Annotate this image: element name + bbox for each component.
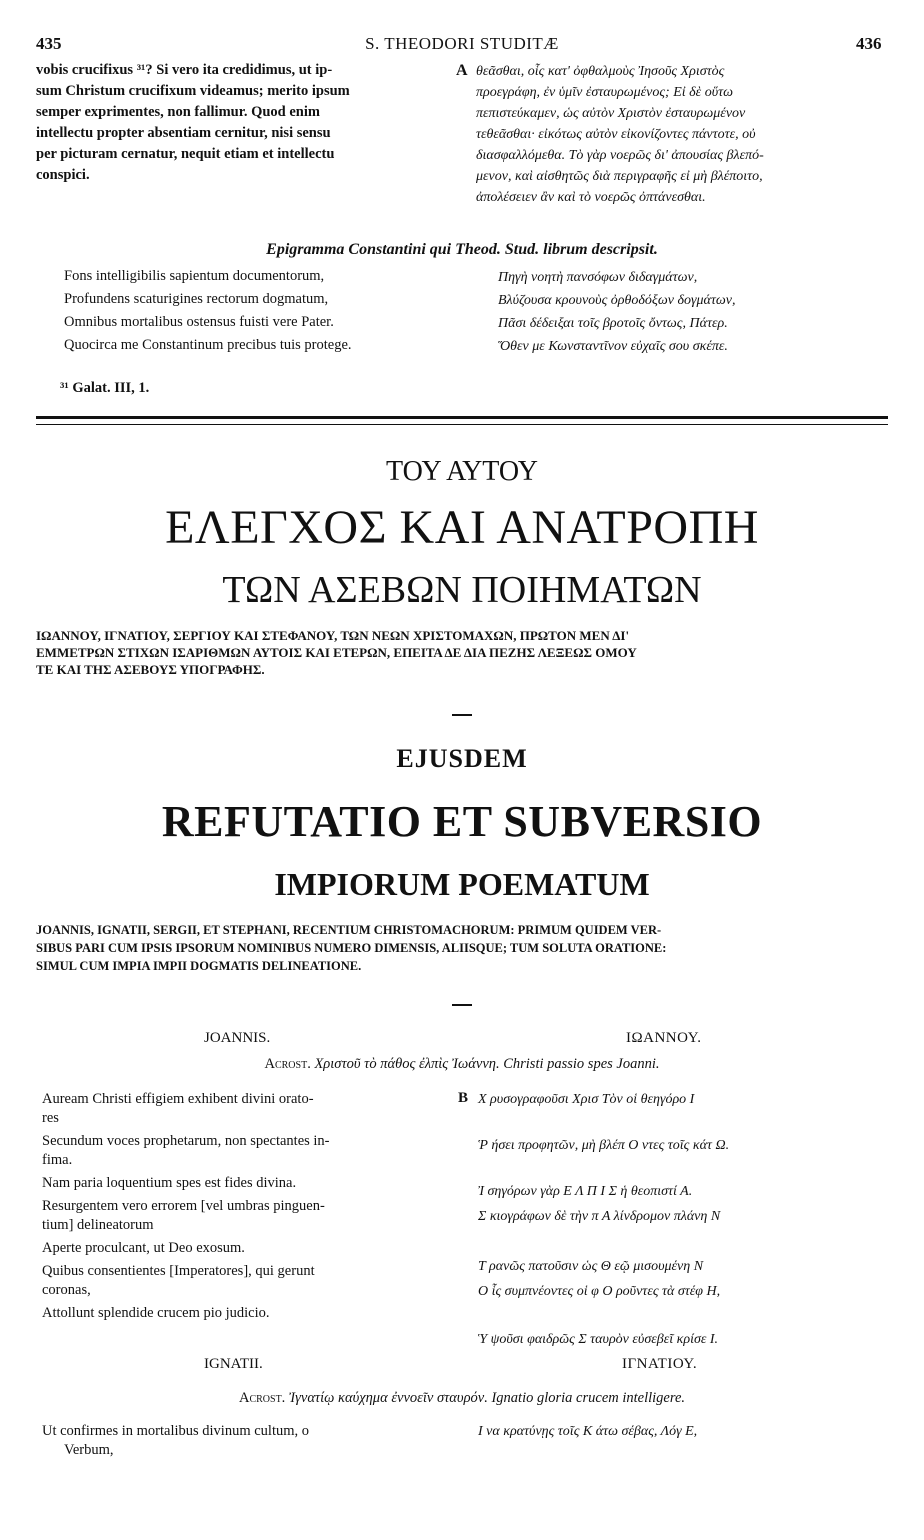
greek-subtitle bbox=[36, 627, 896, 678]
joannis-greek-line: Τ ρανῶς πατοῦσιν ὡς Θ εῷ μισουμένη Ν bbox=[478, 1259, 704, 1274]
footnote: ³¹ Galat. III, 1. bbox=[60, 380, 150, 396]
epigram-latin bbox=[64, 265, 464, 357]
acrostic-label: Acrost. bbox=[264, 1056, 311, 1072]
joannis-greek-line: Ἰ σηγόρων γὰρ Ε Λ Π Ι Σ ἡ θεοπιστί Α. bbox=[478, 1184, 693, 1199]
greek-line: τεθεᾶσθαι· εἰκότως αὐτὸν εἰκονίζοντες πάντοτε, οὐ bbox=[476, 127, 756, 142]
latin-title-line3: IMPIORUM POEMATUM bbox=[274, 866, 650, 902]
acrostic-greek: Ἰγνατίῳ καύχημα ἐννοεῖν σταυρόν. bbox=[288, 1390, 488, 1406]
joannis-heading-greek: ΙΩΑΝΝΟΥ. bbox=[626, 1030, 702, 1046]
latin-subtitle-line: SIBUS PARI CUM IPSIS IPSORUM NOMINIBUS NUMERO DIMENSIS, ALIISQUE; TUM SOLUTA ORATIONE: bbox=[36, 941, 667, 955]
latin-line: intellectu propter absentiam cernitur, nisi sensu bbox=[36, 125, 331, 141]
greek-subtitle-line: ΕΜΜΕΤΡΩΝ ΣΤΙΧΩΝ ΙΣΑΡΙΘΜΩΝ ΑΥΤΟΙΣ ΚΑΙ ΕΤΕΡΩΝ, ΕΠΕΙΤΑ ΔΕ ΔΙΑ ΠΕΖΗΣ ΛΕΞΕΩΣ ΟΜΟΥ bbox=[36, 645, 637, 660]
epigram-greek bbox=[498, 266, 898, 358]
epigram-greek-line: Ὅθεν με Κωνσταντῖνον εὐχαῖς σου σκέπε. bbox=[498, 339, 728, 354]
latin-subtitle-line: SIMUL CUM IMPIA IMPII DOGMATIS DELINEATIONE. bbox=[36, 959, 362, 973]
epigram-latin-line: Quocirca me Constantinum precibus tuis protege. bbox=[64, 337, 352, 353]
verse-line: Secundum voces prophetarum, non spectantes in- bbox=[42, 1133, 330, 1149]
latin-subtitle-line: JOANNIS, IGNATII, SERGII, ET STEPHANI, RECENTIUM CHRISTOMACHORUM: PRIMUM QUIDEM VER- bbox=[36, 923, 662, 937]
separator-rule-thin bbox=[36, 424, 888, 425]
joannis-greek-line: Σ κιογράφων δὲ τὴν π Α λίνδρομον πλάνη Ν bbox=[478, 1209, 721, 1224]
greek-line: πεπιστεύκαμεν, ὡς αὐτὸν Χριστὸν ἐσταυρωμένον bbox=[476, 106, 746, 121]
joannis-heading-latin: JOANNIS. bbox=[204, 1030, 271, 1046]
greek-subtitle-line: ΙΩΑΝΝΟΥ, ΙΓΝΑΤΙΟΥ, ΣΕΡΓΙΟΥ ΚΑΙ ΣΤΕΦΑΝΟΥ, ΤΩΝ ΝΕΩΝ ΧΡΙΣΤΟΜΑΧΩΝ, ΠΡΩΤΟΝ ΜΕΝ ΔΙ' bbox=[36, 628, 630, 643]
latin-line: sum Christum crucifixum videamus; merito ipsum bbox=[36, 83, 350, 99]
latin-subtitle bbox=[36, 921, 896, 975]
page-number-right: 436 bbox=[856, 34, 882, 53]
acrostic-latin: Christi passio spes Joanni. bbox=[503, 1056, 660, 1072]
verse-line: Quibus consentientes [Imperatores], qui gerunt bbox=[42, 1263, 315, 1279]
verse-line: Nam paria loquentium spes est fides divina. bbox=[42, 1175, 297, 1191]
joannis-acrostic bbox=[0, 1056, 924, 1073]
verse-line: fima. bbox=[42, 1152, 73, 1168]
page-number-left: 435 bbox=[36, 34, 62, 53]
verse-line: res bbox=[42, 1110, 59, 1126]
epigram-latin-line: Profundens scaturigines rectorum dogmatum, bbox=[64, 291, 329, 307]
verse-line: Resurgentem vero errorem [vel umbras pinguen- bbox=[42, 1198, 325, 1214]
ignatii-acrostic bbox=[0, 1390, 924, 1407]
latin-title-line2: REFUTATIO ET SUBVERSIO bbox=[161, 797, 763, 846]
acrostic-label: Acrost. bbox=[238, 1390, 286, 1406]
latin-title-line1: EJUSDEM bbox=[396, 744, 528, 773]
verse-line: Verbum, bbox=[64, 1442, 114, 1458]
top-greek-column bbox=[476, 61, 896, 208]
greek-line: μενον, καὶ αἰσθητῶς διὰ περιγραφῆς εἰ μὴ βλέποιτο, bbox=[476, 169, 763, 184]
epigram-latin-line: Fons intelligibilis sapientum documentorum, bbox=[64, 268, 325, 284]
latin-line: per picturam cernatur, nequit etiam et intellectu bbox=[36, 146, 335, 162]
latin-line: semper exprimentes, non fallimur. Quod enim bbox=[36, 104, 320, 120]
joannis-greek-line: Χ ρυσογραφοῦσι Χρισ Τὸν οἱ θεηγόρο Ι bbox=[478, 1092, 695, 1107]
acrostic-greek: Χριστοῦ τὸ πάθος ἐλπὶς Ἰωάννη. bbox=[314, 1056, 500, 1072]
verse-line: coronas, bbox=[42, 1282, 91, 1298]
greek-line: ἀπολέσειεν ἂν καὶ τὸ νοερῶς ὀπτάνεσθαι. bbox=[476, 190, 706, 205]
epigram-greek-line: Βλύζουσα κρουνοὺς ὀρθοδόξων δογμάτων, bbox=[498, 293, 736, 308]
greek-line: θεᾶσθαι, οἷς κατ' ὀφθαλμοὺς Ἰησοῦς Χριστὸς bbox=[476, 64, 725, 79]
epigram-title: Epigramma Constantini qui Theod. Stud. librum descripsit. bbox=[266, 241, 658, 258]
greek-line: προεγράφη, ἐν ὑμῖν ἐσταυρωμένος; Εἰ δὲ οὕτω bbox=[476, 85, 734, 100]
greek-title-line3: ΤΩΝ ΑΣΕΒΩΝ ΠΟΙΗΜΑΤΩΝ bbox=[222, 569, 702, 611]
greek-line: διασφαλλόμεθα. Τὸ γὰρ νοερῶς δι' ἀπουσίας βλεπό- bbox=[476, 148, 764, 163]
joannis-greek-line: Ο ἷς συμπνέοντες οἱ φ Ο ροῦντες τὰ στέφ Η, bbox=[478, 1284, 721, 1299]
ignatii-greek-line: Ι να κρατύνῃς τοῖς Κ άτω σέβας, Λόγ Ε, bbox=[478, 1424, 698, 1439]
column-marker-a: A bbox=[456, 62, 468, 79]
verse-line: Attollunt splendide crucem pio judicio. bbox=[42, 1305, 270, 1321]
top-latin-column bbox=[36, 60, 456, 186]
latin-line: conspici. bbox=[36, 167, 90, 183]
greek-title-line1: ΤΟΥ ΑΥΤΟΥ bbox=[386, 456, 538, 487]
joannis-latin-column bbox=[42, 1090, 456, 1323]
joannis-greek-line: Ῥ ήσει προφητῶν, μὴ βλέπ Ο ντες τοῖς κάτ Ω. bbox=[478, 1138, 730, 1153]
separator-rule-thick bbox=[36, 416, 888, 419]
joannis-greek-line: Ὑ ψοῦσι φαιδρῶς Σ ταυρὸν εὐσεβεῖ κρίσε Ι. bbox=[478, 1332, 719, 1347]
epigram-latin-line: Omnibus mortalibus ostensus fuisti vere Pater. bbox=[64, 314, 334, 330]
latin-line: vobis crucifixus ³¹? Si vero ita credidimus, ut ip- bbox=[36, 62, 333, 78]
verse-line: Ut confirmes in mortalibus divinum cultum, o bbox=[42, 1423, 310, 1439]
acrostic-latin: Ignatio gloria crucem intelligere. bbox=[491, 1390, 686, 1406]
greek-title-line2: ΕΛΕΓΧΟΣ ΚΑΙ ΑΝΑΤΡΟΠΗ bbox=[165, 501, 759, 554]
verse-line: tium] delineatorum bbox=[42, 1217, 154, 1233]
short-dash bbox=[452, 714, 472, 716]
verse-line: Aperte proculcant, ut Deo exosum. bbox=[42, 1240, 245, 1256]
ignatii-heading-greek: ΙΓΝΑΤΙΟΥ. bbox=[622, 1356, 698, 1372]
ignatii-heading-latin: IGNATII. bbox=[204, 1356, 263, 1372]
greek-subtitle-line: ΤΕ ΚΑΙ ΤΗΣ ΑΣΕΒΟΥΣ ΥΠΟΓΡΑΦΗΣ. bbox=[36, 662, 265, 677]
verse-line: Auream Christi effigiem exhibent divini orato- bbox=[42, 1091, 314, 1107]
running-title: S. THEODORI STUDITÆ bbox=[365, 34, 559, 53]
epigram-greek-line: Πηγὴ νοητὴ πανσόφων διδαγμάτων, bbox=[498, 270, 698, 285]
epigram-greek-line: Πᾶσι δέδειξαι τοῖς βροτοῖς ὄντως, Πάτερ. bbox=[498, 316, 728, 331]
column-marker-b: B bbox=[458, 1090, 469, 1106]
short-dash bbox=[452, 1004, 472, 1006]
ignatii-latin-column bbox=[42, 1422, 456, 1460]
